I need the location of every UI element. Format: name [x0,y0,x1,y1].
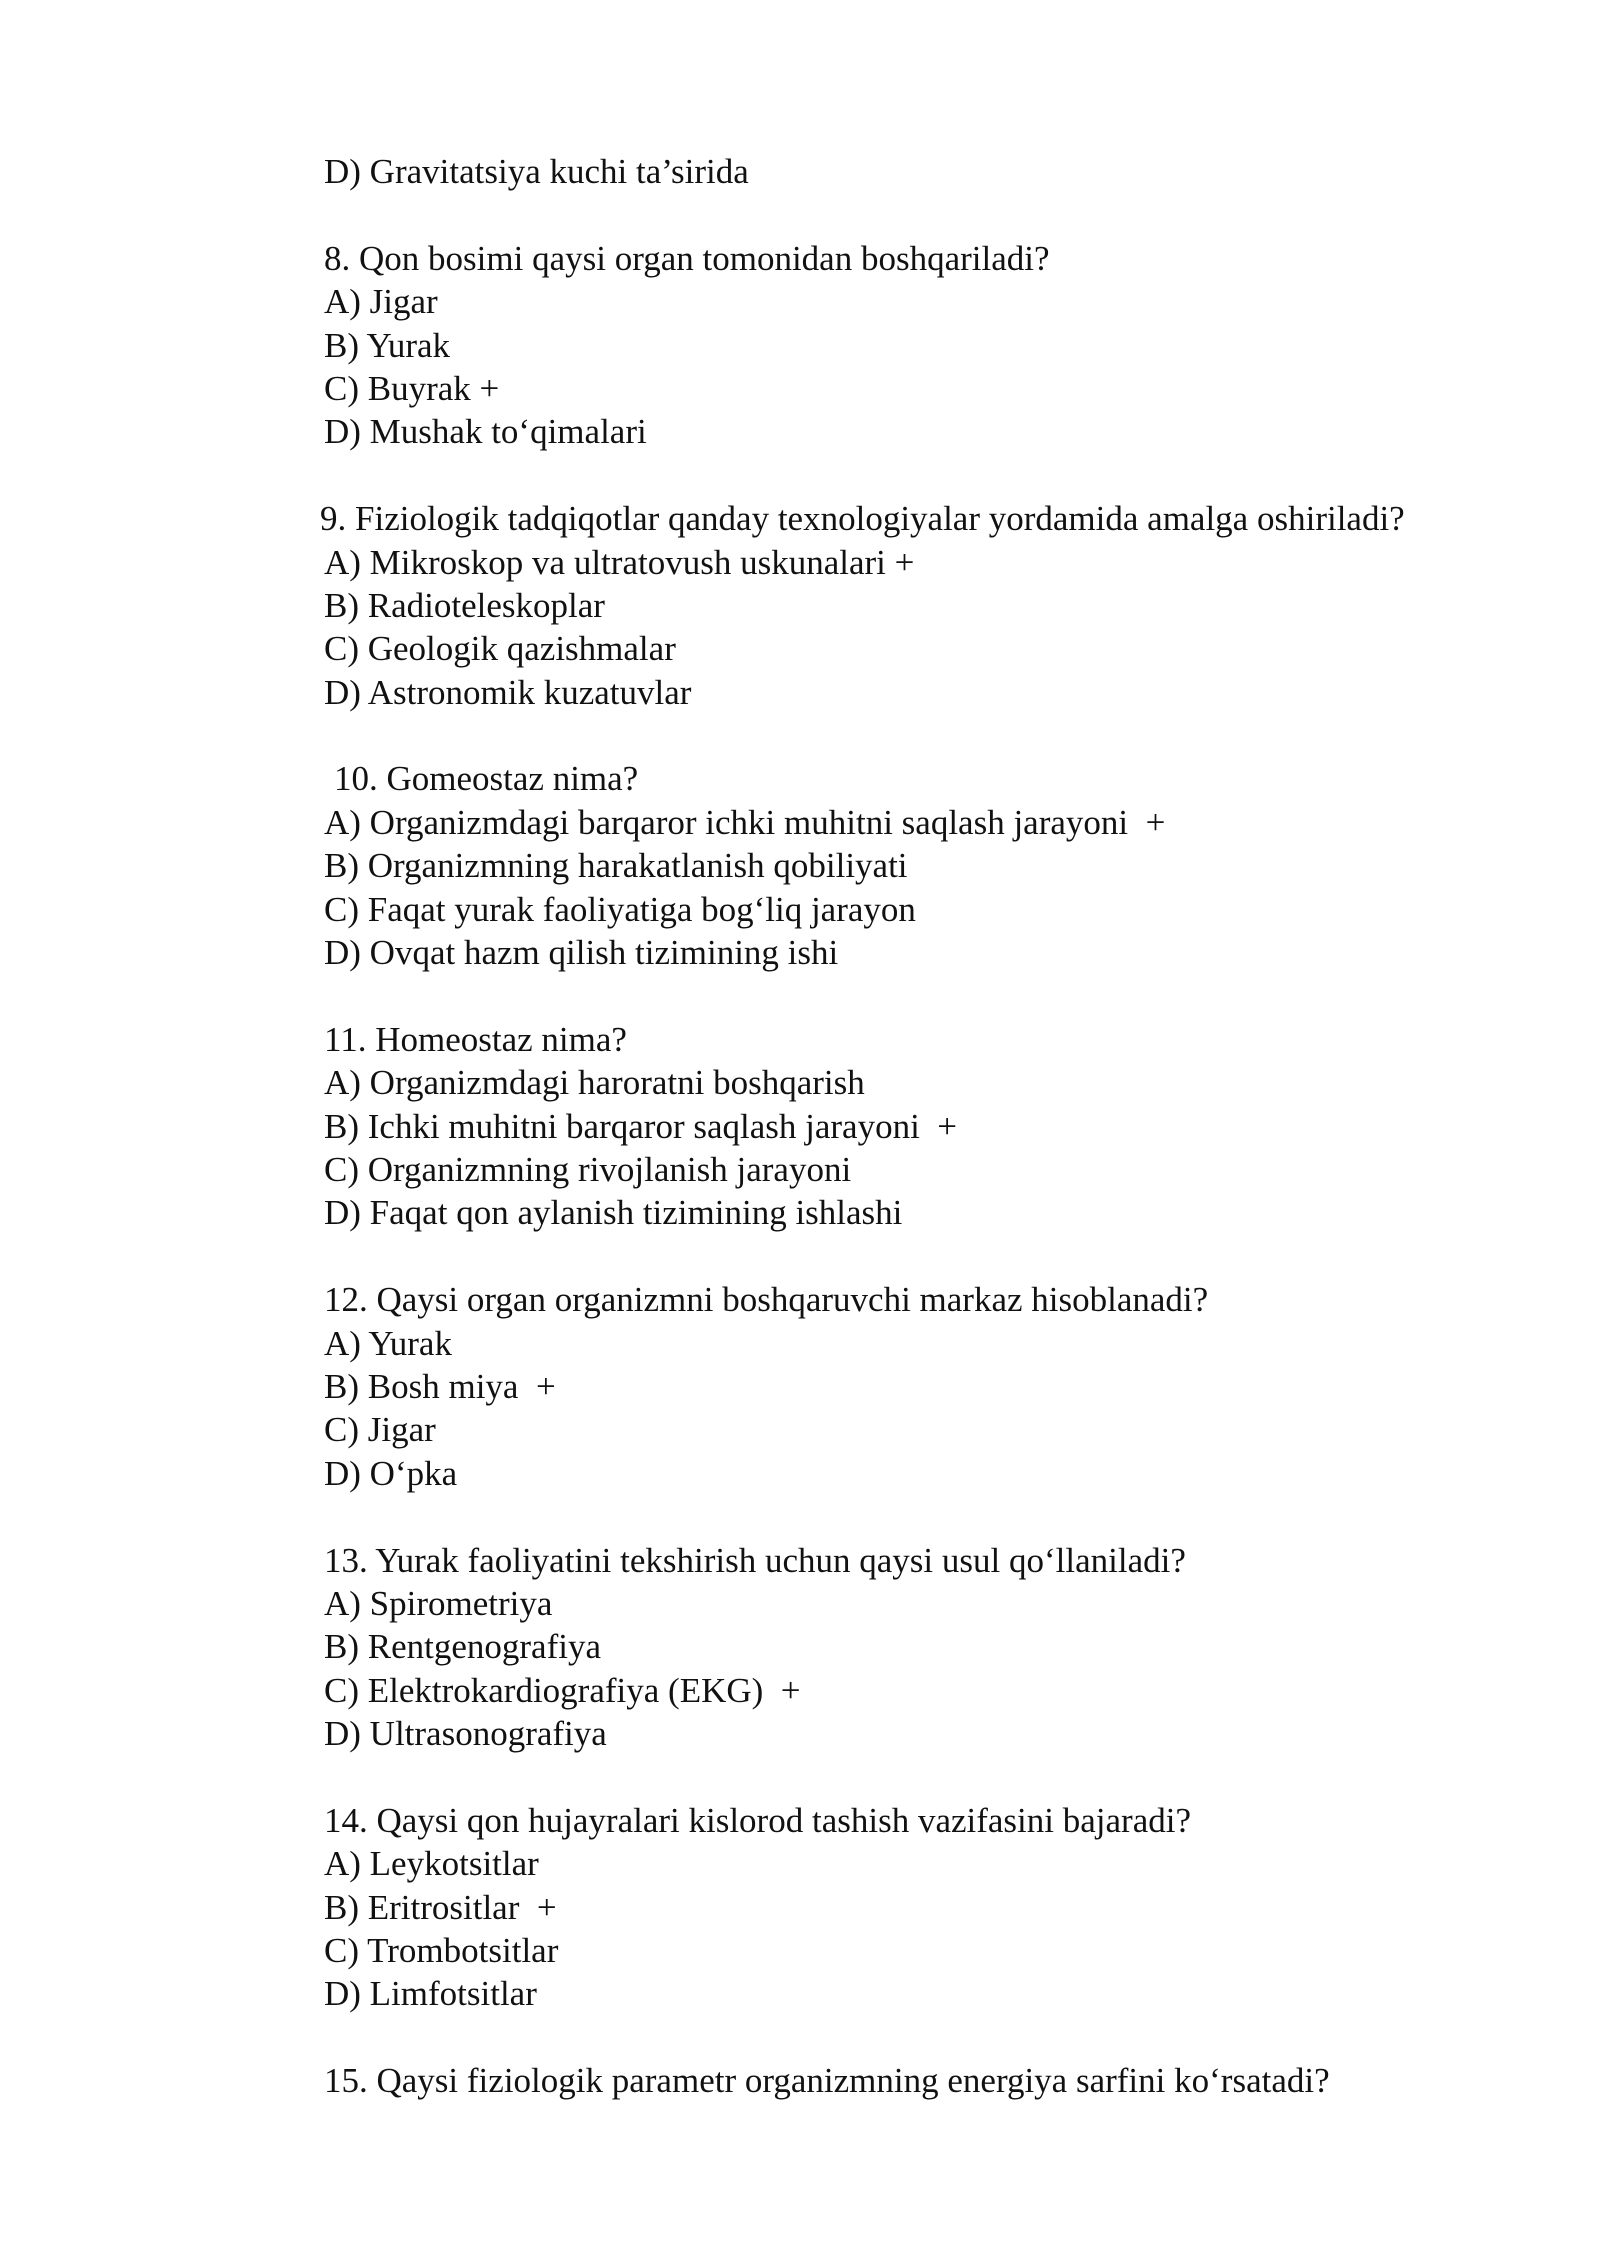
answer-option: D) Limfotsitlar [324,1974,537,2014]
spacer [324,714,1574,757]
question-text: 15. Qaysi fiziologik parametr organizmning energiya sarfini ko‘rsatadi? [324,2061,1330,2101]
answer-option-correct: C) Elektrokardiografiya (EKG) + [324,1670,801,1710]
spacer [324,1495,1574,1538]
answer-option: B) Radioteleskoplar [324,585,605,625]
answer-option: A) Spirometriya [324,1583,553,1623]
answer-option: D) O‘pka [324,1453,458,1493]
answer-option: B) Yurak [324,325,451,365]
answer-option: D) Mushak to‘qimalari [324,412,647,452]
spacer [324,193,1574,236]
answer-option-correct: A) Mikroskop va ultratovush uskunalari + [324,542,915,582]
question-list [320,150,1574,2103]
question-text: 8. Qon bosimi qaysi organ tomonidan boshqariladi? [324,238,1050,278]
answer-option-correct: B) Bosh miya + [324,1366,556,1406]
answer-option-correct: B) Eritrositlar + [324,1887,557,1927]
answer-option: D) Gravitatsiya kuchi ta’sirida [324,152,749,191]
answer-option: B) Organizmning harakatlanish qobiliyati [324,846,908,886]
answer-option: D) Ovqat hazm qilish tizimining ishi [324,933,839,973]
answer-option: C) Faqat yurak faoliyatiga bog‘liq jarayon [324,889,916,929]
answer-option: A) Organizmdagi haroratni boshqarish [324,1063,865,1103]
question-text: 10. Gomeostaz nima? [334,759,639,799]
spacer [324,974,1574,1017]
answer-option-correct: B) Ichki muhitni barqaror saqlash jarayoni + [324,1106,958,1146]
question-text: 11. Homeostaz nima? [324,1019,627,1059]
answer-option: C) Organizmning rivojlanish jarayoni [324,1149,852,1189]
answer-option: C) Trombotsitlar [324,1931,559,1971]
answer-option: C) Geologik qazishmalar [324,629,676,669]
question-text: 13. Yurak faoliyatini tekshirish uchun qaysi usul qo‘llaniladi? [324,1540,1186,1580]
question-text: 12. Qaysi organ organizmni boshqaruvchi markaz hisoblanadi? [324,1280,1209,1320]
answer-option: A) Leykotsitlar [324,1844,539,1884]
answer-option: D) Faqat qon aylanish tizimining ishlashi [324,1193,903,1233]
answer-option: D) Ultrasonografiya [324,1714,607,1754]
answer-option: D) Astronomik kuzatuvlar [324,672,692,712]
answer-option: C) Jigar [324,1410,436,1450]
spacer [324,1235,1574,1278]
answer-option: A) Jigar [324,282,438,322]
answer-option-correct: A) Organizmdagi barqaror ichki muhitni saqlash jarayoni + [324,802,1166,842]
question-text: 9. Fiziologik tadqiqotlar qanday texnologiyalar yordamida amalga oshiriladi? [320,499,1405,539]
spacer [324,1755,1574,1798]
spacer [324,454,1574,497]
spacer [324,2016,1574,2059]
answer-option: A) Yurak [324,1323,452,1363]
answer-option: B) Rentgenografiya [324,1627,601,1667]
question-text: 14. Qaysi qon hujayralari kislorod tashish vazifasini bajaradi? [324,1800,1191,1840]
answer-option-correct: C) Buyrak + [324,368,500,408]
